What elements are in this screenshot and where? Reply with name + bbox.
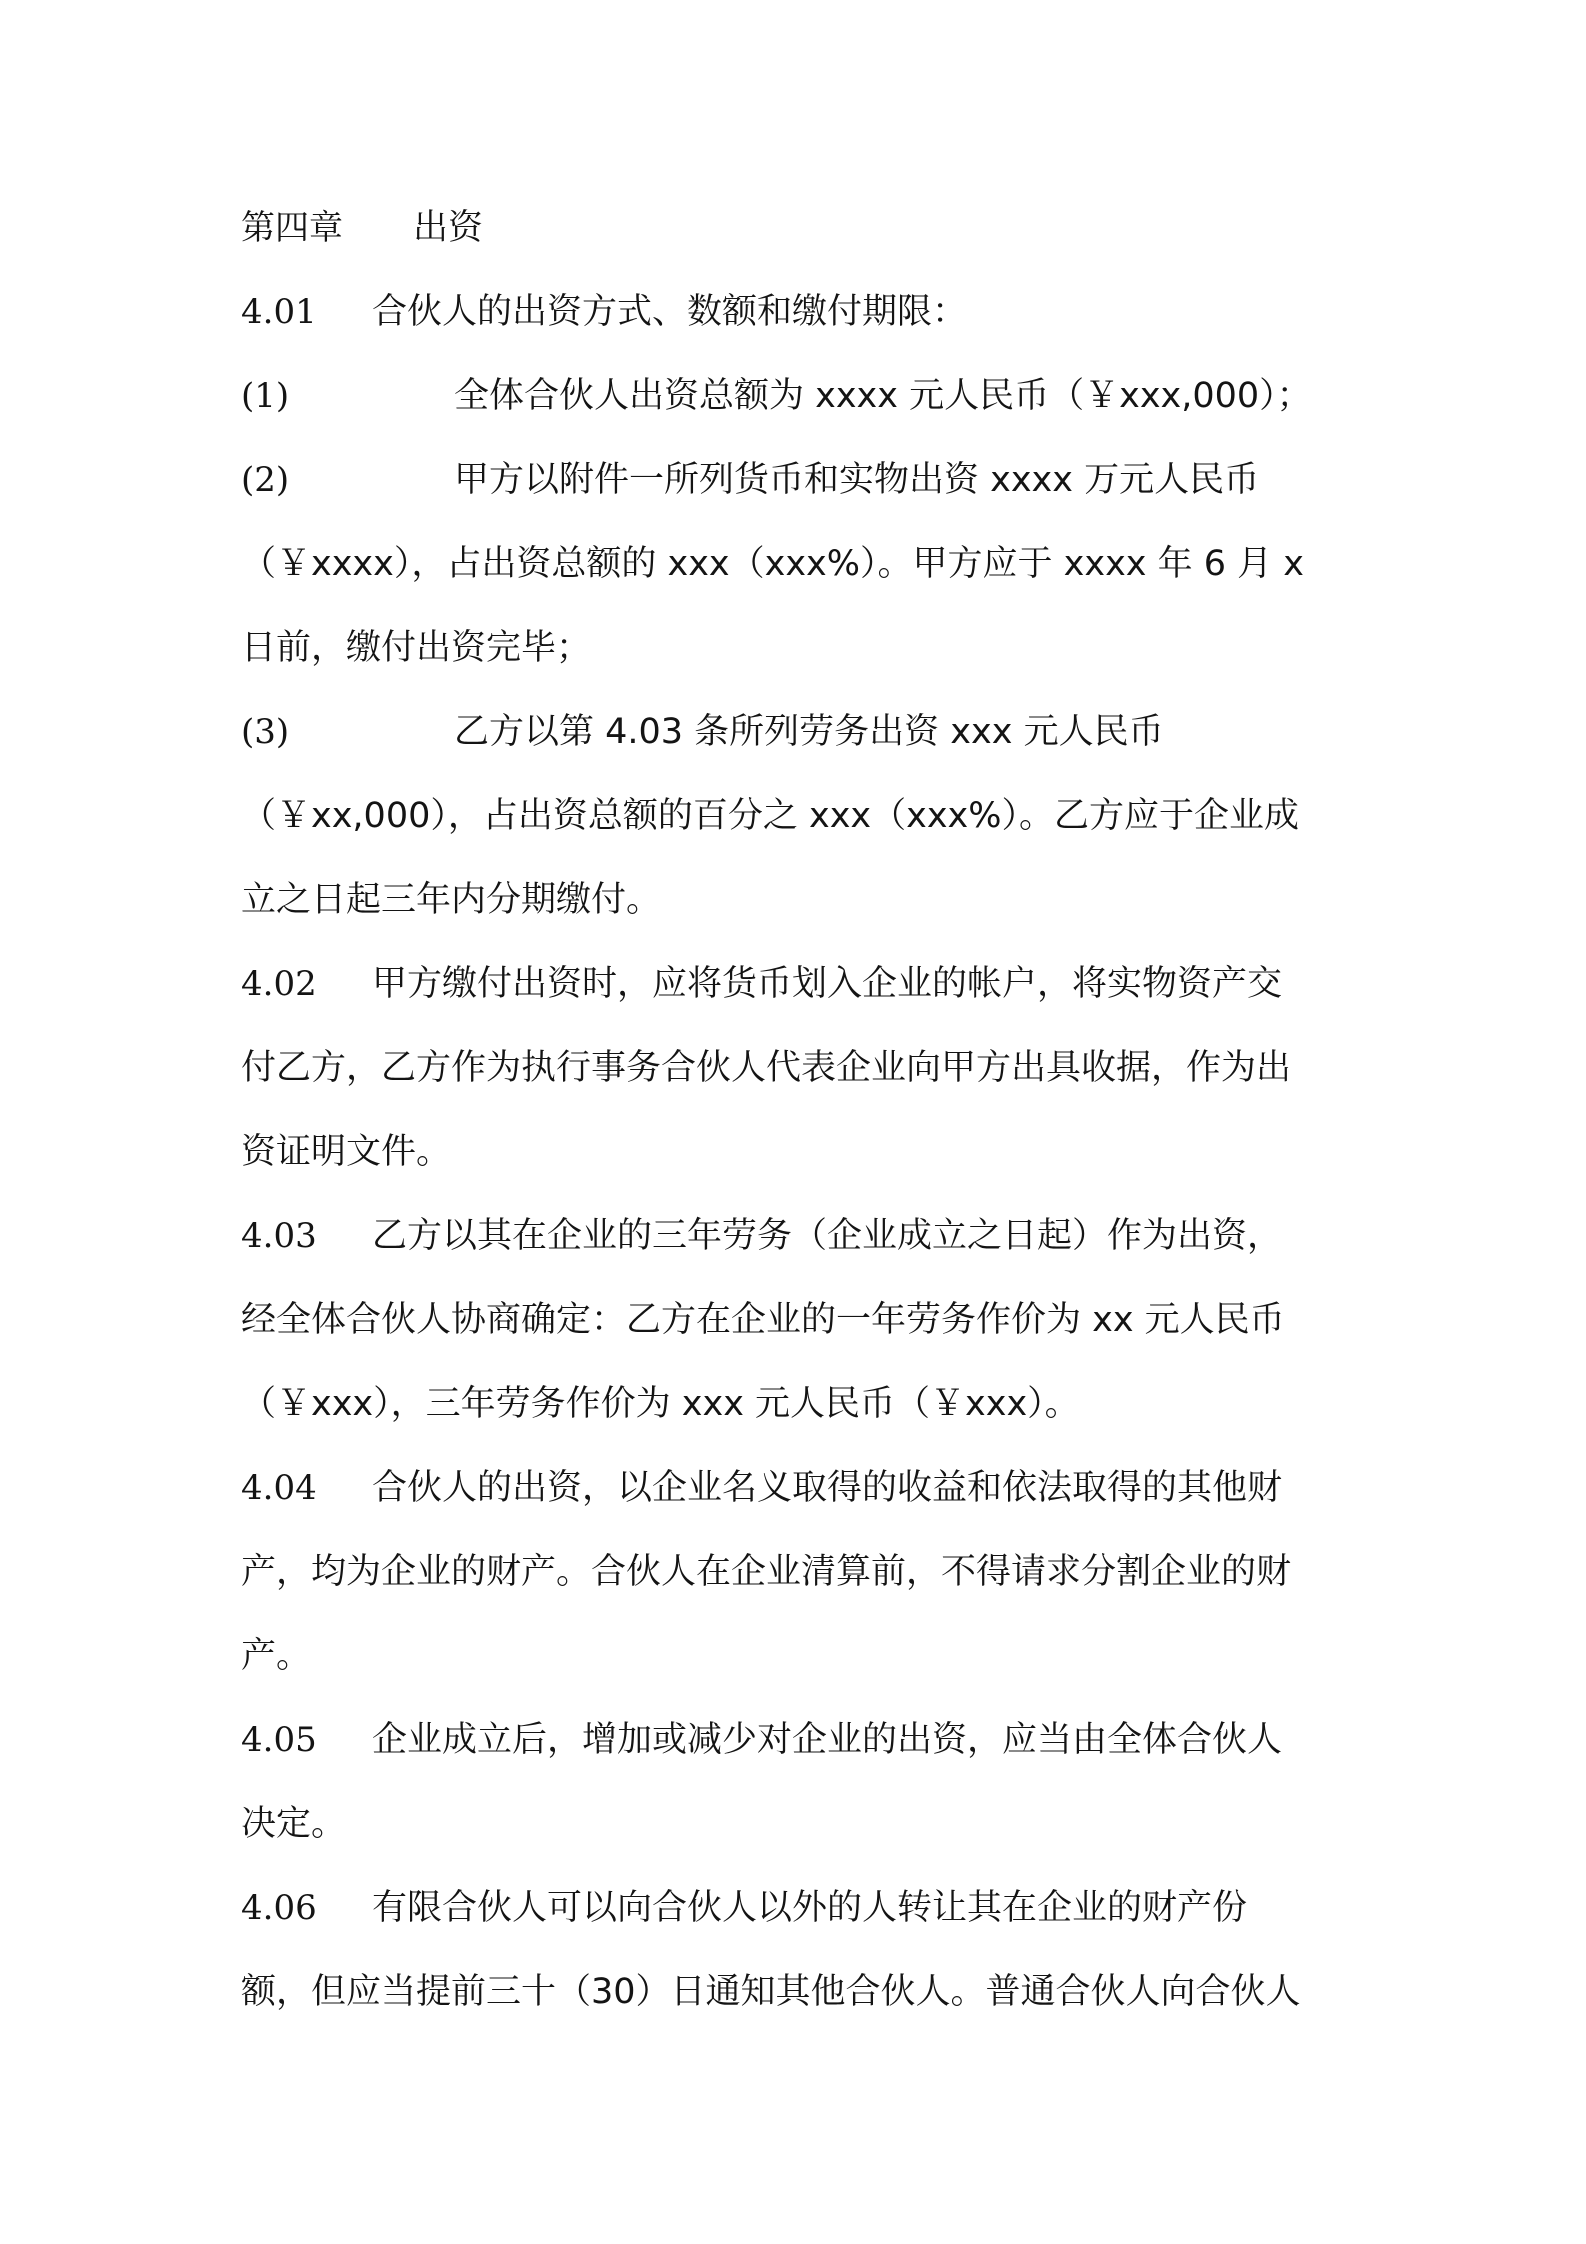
- clause-number: 4.05: [241, 1720, 317, 1760]
- text-line: [241, 1631, 1361, 1681]
- item-number: (3): [241, 712, 290, 752]
- text-line: [241, 1043, 1361, 1093]
- text-line: [241, 791, 1361, 841]
- clause-text: 合伙人的出资方式、数额和缴付期限：: [372, 292, 968, 332]
- clause-number: 4.01: [241, 292, 317, 332]
- text-line: [241, 539, 1361, 589]
- clause-number: 4.04: [241, 1468, 317, 1508]
- clause-4-01: [241, 287, 1361, 337]
- chapter-heading: [241, 203, 1361, 253]
- line-text: 日前，缴付出资完毕；: [241, 628, 592, 668]
- chapter-number: 第四章: [241, 208, 343, 248]
- clause-4-03: [241, 1211, 1361, 1261]
- line-text: 经全体合伙人协商确定：乙方在企业的一年劳务作价为 xx 元人民币: [241, 1300, 1285, 1340]
- clause-4-06: [241, 1883, 1361, 1933]
- text-line: [241, 1127, 1361, 1177]
- clause-number: 4.06: [241, 1888, 317, 1928]
- text-line: [241, 1295, 1361, 1345]
- item-number: (2): [241, 460, 290, 500]
- line-text: 付乙方，乙方作为执行事务合伙人代表企业向甲方出具收据，作为出: [241, 1048, 1292, 1088]
- item-2: [241, 455, 1361, 505]
- line-text: 立之日起三年内分期缴付。: [241, 880, 662, 920]
- clause-4-05: [241, 1715, 1361, 1765]
- clause-number: 4.03: [241, 1216, 317, 1256]
- text-line: [241, 1799, 1361, 1849]
- clause-4-04: [241, 1463, 1361, 1513]
- text-line: [241, 875, 1361, 925]
- text-line: [241, 623, 1361, 673]
- item-1: [241, 371, 1361, 421]
- clause-text: 有限合伙人可以向合伙人以外的人转让其在企业的财产份: [372, 1888, 1248, 1928]
- line-text: （￥xx,000），占出资总额的百分之 xxx（xxx%）。乙方应于企业成: [241, 796, 1300, 836]
- item-text: 乙方以第 4.03 条所列劳务出资 xxx 元人民币: [454, 712, 1164, 752]
- clause-text: 甲方缴付出资时，应将货币划入企业的帐户，将实物资产交: [372, 964, 1283, 1004]
- line-text: 产，均为企业的财产。合伙人在企业清算前，不得请求分割企业的财: [241, 1552, 1292, 1592]
- line-text: 产。: [241, 1636, 312, 1676]
- line-text: （￥xxxx），占出资总额的 xxx（xxx%）。甲方应于 xxxx 年 6 月 x: [241, 544, 1304, 584]
- chapter-title: 出资: [413, 208, 484, 248]
- text-line: [241, 1547, 1361, 1597]
- text-line: [241, 1967, 1361, 2017]
- clause-text: 合伙人的出资，以企业名义取得的收益和依法取得的其他财: [372, 1468, 1283, 1508]
- item-number: (1): [241, 376, 290, 416]
- clause-4-02: [241, 959, 1361, 1009]
- clause-text: 乙方以其在企业的三年劳务（企业成立之日起）作为出资，: [372, 1216, 1283, 1256]
- line-text: 资证明文件。: [241, 1132, 452, 1172]
- clause-text: 企业成立后，增加或减少对企业的出资，应当由全体合伙人: [372, 1720, 1283, 1760]
- clause-number: 4.02: [241, 964, 317, 1004]
- text-line: [241, 1379, 1361, 1429]
- line-text: 决定。: [241, 1804, 347, 1844]
- line-text: 额，但应当提前三十（30）日通知其他合伙人。普通合伙人向合伙人: [241, 1972, 1301, 2012]
- item-3: [241, 707, 1361, 757]
- item-text: 甲方以附件一所列货币和实物出资 xxxx 万元人民币: [454, 460, 1260, 500]
- item-text: 全体合伙人出资总额为 xxxx 元人民币（￥xxx,000）；: [454, 376, 1312, 416]
- line-text: （￥xxx），三年劳务作价为 xxx 元人民币（￥xxx）。: [241, 1384, 1080, 1424]
